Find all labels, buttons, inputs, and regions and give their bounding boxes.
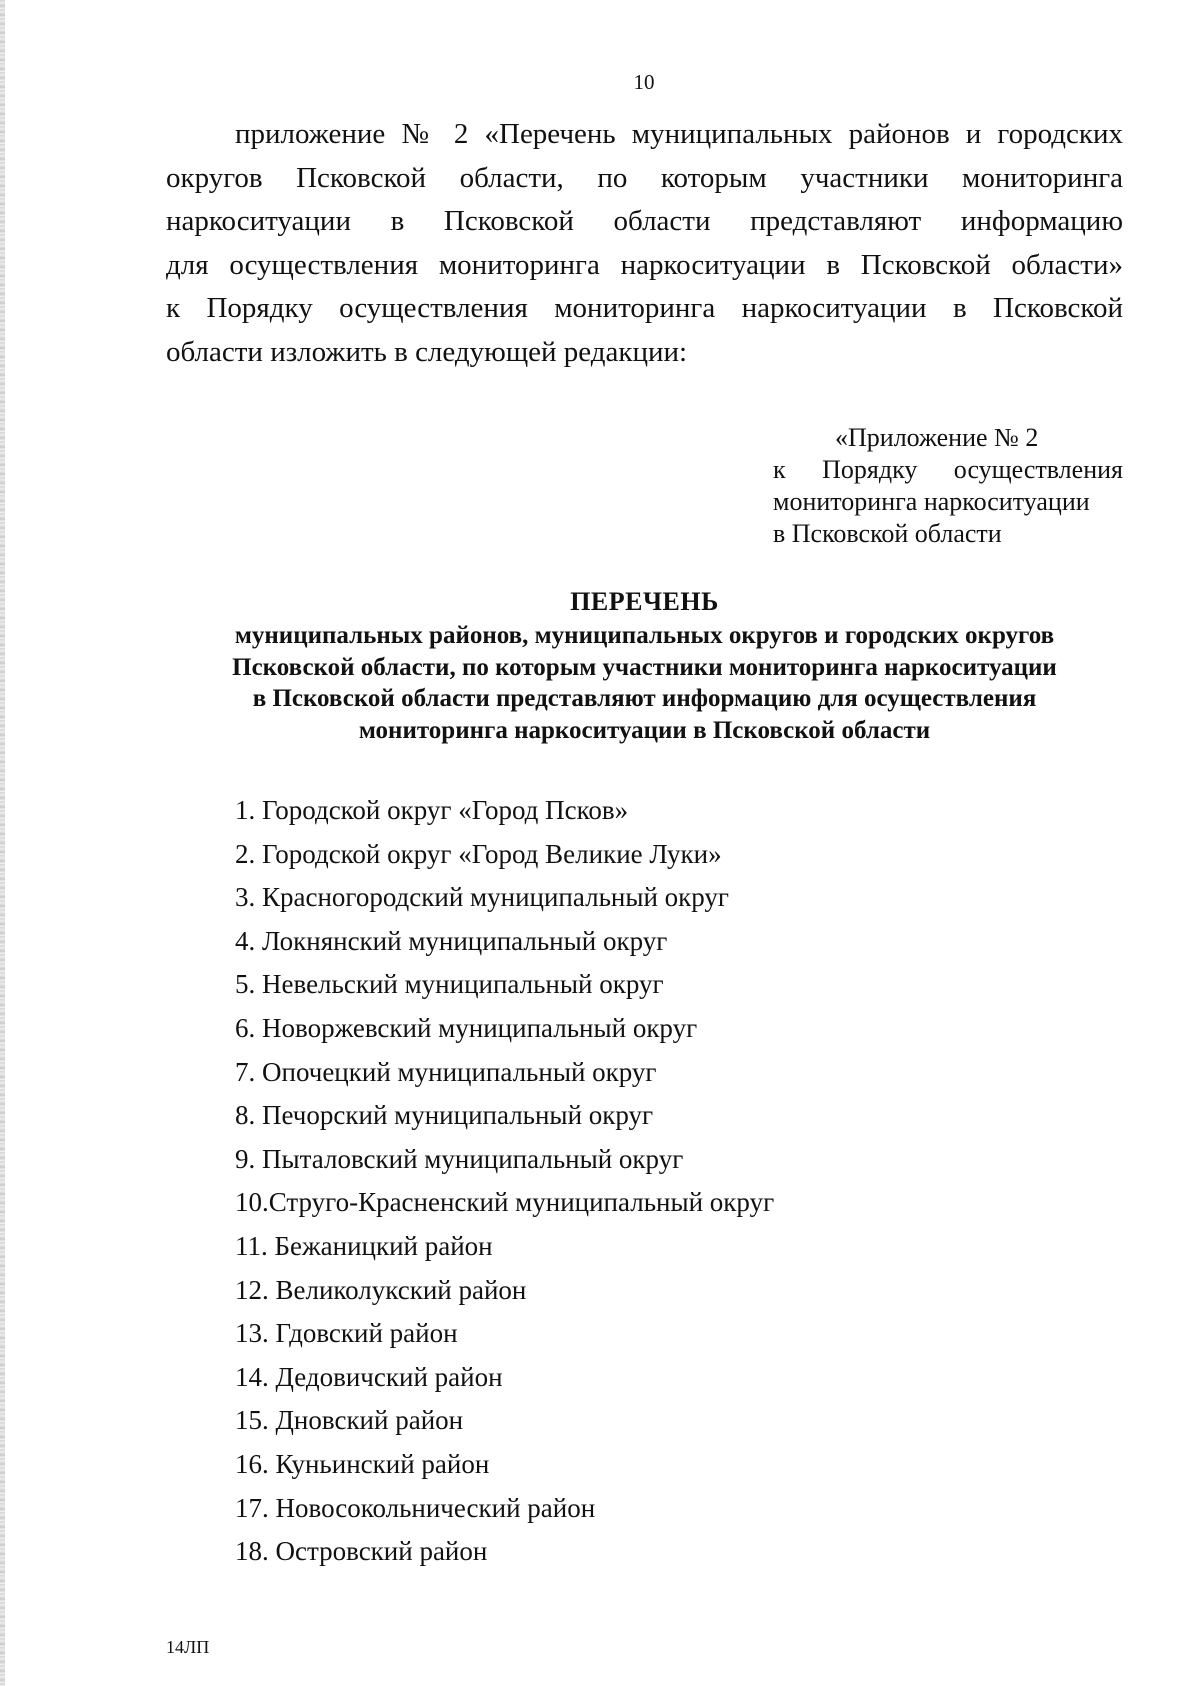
heading-subtitle-line: в Псковской области представляют информацию для осуществления	[252, 685, 1037, 712]
list-item: 14. Дедовичский район	[235, 1361, 503, 1392]
intro-paragraph	[166, 113, 1123, 374]
appendix-header	[773, 422, 1123, 550]
list-item: 11. Бежаницкий район	[235, 1230, 493, 1261]
list-item: 3. Красногородский муниципальный округ	[235, 882, 730, 913]
page-number: 10	[633, 70, 655, 94]
list-item: 17. Новосокольнический район	[235, 1492, 596, 1523]
intro-line: округов Псковской области, по которым участники мониторинга	[166, 161, 1123, 194]
list-item: 6. Новоржевский муниципальный округ	[235, 1012, 698, 1043]
list-item: 9. Пыталовский муниципальный округ	[235, 1143, 684, 1174]
heading-subtitle-line: муниципальных районов, муниципальных округов и городских округов	[234, 622, 1055, 649]
list-item: 12. Великолукский район	[235, 1274, 527, 1305]
intro-line: приложение № 2 «Перечень муниципальных районов и городских	[235, 118, 1123, 150]
district-list	[235, 789, 774, 1574]
intro-line: для осуществления мониторинга наркоситуации в Псковской области»	[166, 248, 1123, 281]
list-item: 8. Печорский муниципальный округ	[235, 1100, 654, 1131]
list-item: 2. Городской округ «Город Великие Луки»	[235, 838, 722, 869]
appendix-line: мониторинга наркоситуации	[773, 487, 1090, 516]
list-item: 15. Дновский район	[235, 1405, 464, 1436]
intro-line: наркоситуации в Псковской области представляют информацию	[166, 205, 1123, 237]
list-item: 16. Куньинский район	[235, 1448, 490, 1479]
intro-line: к Порядку осуществления мониторинга наркоситуации в Псковской	[166, 292, 1123, 324]
heading-title: ПЕРЕЧЕНЬ	[570, 587, 719, 616]
list-heading	[166, 584, 1123, 746]
appendix-line: в Псковской области	[773, 519, 1002, 548]
list-item: 10.Струго-Красненский муниципальный округ	[235, 1187, 775, 1218]
intro-line: области изложить в следующей редакции:	[166, 335, 688, 368]
heading-subtitle-line: мониторинга наркоситуации в Псковской области	[358, 716, 931, 744]
footer-code: 14ЛП	[166, 1637, 210, 1657]
appendix-line: к Порядку осуществления	[773, 455, 1123, 484]
heading-subtitle	[166, 620, 1123, 746]
heading-subtitle-line: Псковской области, по которым участники мониторинга наркоситуации	[232, 653, 1057, 681]
list-item: 4. Локнянский муниципальный округ	[235, 925, 668, 956]
scan-edge	[0, 0, 5, 1686]
list-item: 5. Невельский муниципальный округ	[235, 969, 664, 1000]
list-item: 7. Опочецкий муниципальный округ	[235, 1056, 657, 1087]
list-item: 13. Гдовский район	[235, 1318, 458, 1349]
appendix-title: «Приложение № 2	[835, 423, 1039, 452]
list-item: 18. Островский район	[235, 1536, 488, 1567]
list-item: 1. Городской округ «Город Псков»	[235, 795, 629, 825]
